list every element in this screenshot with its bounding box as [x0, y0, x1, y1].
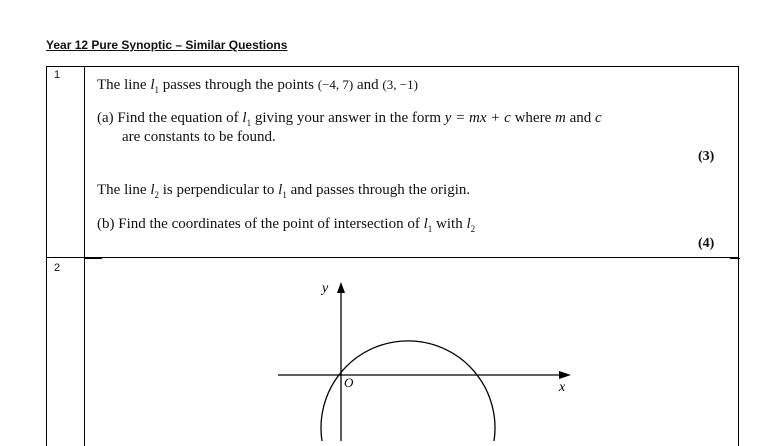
question-number-2: 2	[54, 262, 61, 274]
point-1: (−4, 7)	[317, 77, 354, 92]
document-header: Year 12 Pure Synoptic – Similar Questions	[46, 38, 288, 52]
part-a-label: (a)	[97, 110, 114, 126]
question1-part-a-continued: are constants to be found.	[122, 129, 276, 145]
formula: y = mx + c	[444, 110, 511, 126]
point-2: (3, −1)	[382, 77, 418, 92]
question1-part-b: (b) Find the coordinates of the point of intersection of $l_1$ with $l_2$	[97, 216, 476, 234]
y-axis-arrowhead	[337, 282, 345, 293]
question1-intro: The line $l_1$ passes through the points (−4, 7) and (3, −1)	[97, 77, 418, 95]
origin-label: O	[344, 375, 354, 390]
part-b-label: (b)	[97, 216, 115, 232]
y-axis-label: y	[322, 281, 329, 296]
circle	[321, 341, 495, 441]
part-a-marks: (3)	[698, 149, 715, 164]
x-axis-arrowhead	[559, 371, 571, 379]
question-number-1: 1	[54, 69, 61, 81]
x-axis-label: x	[559, 380, 566, 395]
part-b-marks: (4)	[698, 236, 715, 251]
question1-stem2: The line $l_2$ is perpendicular to $l_1$ and passes through the origin.	[97, 182, 471, 200]
question1-part-a: (a) Find the equation of $l_1$ giving your answer in the form y = mx + c where m and c	[97, 110, 602, 128]
line-l1: l	[150, 77, 155, 93]
